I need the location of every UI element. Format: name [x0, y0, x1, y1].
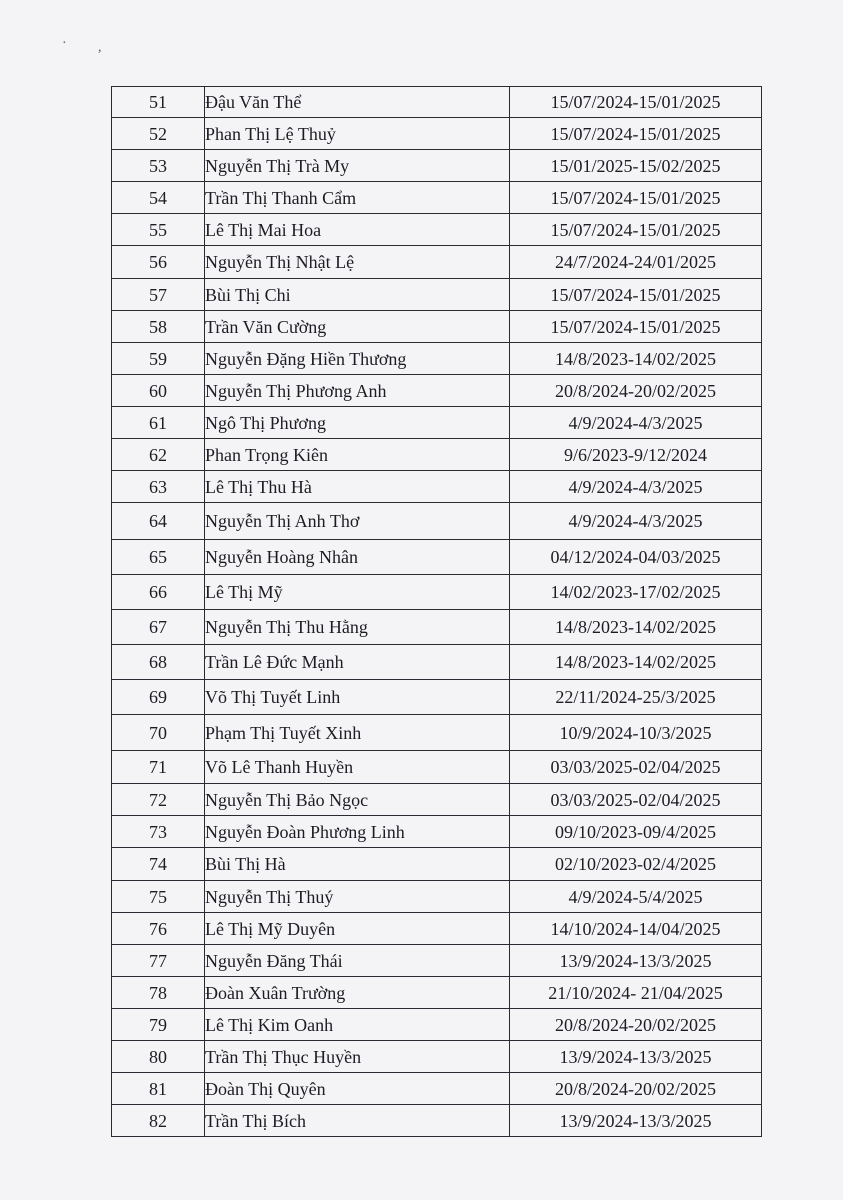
date-range: 02/10/2023-02/4/2025: [510, 848, 762, 881]
table-row: [112, 246, 762, 279]
person-name: Bùi Thị Hà: [205, 848, 510, 881]
date-range: 4/9/2024-4/3/2025: [510, 407, 762, 439]
table-row: [112, 913, 762, 945]
person-name: Lê Thị Mai Hoa: [205, 214, 510, 246]
row-number: 59: [112, 343, 205, 375]
row-number: 69: [112, 680, 205, 715]
roster-table: [111, 86, 762, 1137]
row-number: 55: [112, 214, 205, 246]
row-number: 58: [112, 311, 205, 343]
person-name: Đoàn Thị Quyên: [205, 1073, 510, 1105]
date-range: 03/03/2025-02/04/2025: [510, 751, 762, 784]
date-range: 21/10/2024- 21/04/2025: [510, 977, 762, 1009]
date-range: 09/10/2023-09/4/2025: [510, 816, 762, 848]
date-range: 22/11/2024-25/3/2025: [510, 680, 762, 715]
row-number: 52: [112, 118, 205, 150]
person-name: Đoàn Xuân Trường: [205, 977, 510, 1009]
person-name: Lê Thị Thu Hà: [205, 471, 510, 503]
table-row: [112, 645, 762, 680]
row-number: 53: [112, 150, 205, 182]
person-name: Phan Thị Lệ Thuỷ: [205, 118, 510, 150]
table-row: [112, 1009, 762, 1041]
row-number: 62: [112, 439, 205, 471]
person-name: Nguyễn Hoàng Nhân: [205, 540, 510, 575]
row-number: 78: [112, 977, 205, 1009]
row-number: 54: [112, 182, 205, 214]
date-range: 20/8/2024-20/02/2025: [510, 375, 762, 407]
table-row: [112, 118, 762, 150]
table-row: [112, 343, 762, 375]
date-range: 15/07/2024-15/01/2025: [510, 279, 762, 311]
table-row: [112, 881, 762, 913]
date-range: 14/8/2023-14/02/2025: [510, 610, 762, 645]
table-row: [112, 715, 762, 751]
row-number: 60: [112, 375, 205, 407]
person-name: Võ Lê Thanh Huyền: [205, 751, 510, 784]
date-range: 14/10/2024-14/04/2025: [510, 913, 762, 945]
person-name: Lê Thị Mỹ: [205, 575, 510, 610]
row-number: 75: [112, 881, 205, 913]
date-range: 04/12/2024-04/03/2025: [510, 540, 762, 575]
person-name: Phan Trọng Kiên: [205, 439, 510, 471]
row-number: 72: [112, 784, 205, 816]
person-name: Nguyễn Thị Phương Anh: [205, 375, 510, 407]
person-name: Trần Lê Đức Mạnh: [205, 645, 510, 680]
person-name: Trần Thị Bích: [205, 1105, 510, 1137]
table-row: [112, 540, 762, 575]
table-row: [112, 1041, 762, 1073]
roster-table-body: [112, 87, 762, 1137]
row-number: 70: [112, 715, 205, 751]
row-number: 61: [112, 407, 205, 439]
person-name: Nguyễn Thị Thuý: [205, 881, 510, 913]
person-name: Nguyễn Thị Thu Hằng: [205, 610, 510, 645]
date-range: 15/07/2024-15/01/2025: [510, 311, 762, 343]
date-range: 15/07/2024-15/01/2025: [510, 182, 762, 214]
person-name: Nguyễn Đoàn Phương Linh: [205, 816, 510, 848]
table-row: [112, 375, 762, 407]
table-row: [112, 407, 762, 439]
scan-speck: ·: [62, 36, 67, 51]
person-name: Trần Văn Cường: [205, 311, 510, 343]
date-range: 9/6/2023-9/12/2024: [510, 439, 762, 471]
row-number: 77: [112, 945, 205, 977]
date-range: 13/9/2024-13/3/2025: [510, 945, 762, 977]
date-range: 15/07/2024-15/01/2025: [510, 118, 762, 150]
person-name: Nguyễn Thị Anh Thơ: [205, 503, 510, 540]
row-number: 74: [112, 848, 205, 881]
table-row: [112, 680, 762, 715]
date-range: 24/7/2024-24/01/2025: [510, 246, 762, 279]
table-row: [112, 503, 762, 540]
date-range: 15/07/2024-15/01/2025: [510, 87, 762, 118]
person-name: Phạm Thị Tuyết Xinh: [205, 715, 510, 751]
table-row: [112, 945, 762, 977]
person-name: Võ Thị Tuyết Linh: [205, 680, 510, 715]
person-name: Lê Thị Kim Oanh: [205, 1009, 510, 1041]
date-range: 14/02/2023-17/02/2025: [510, 575, 762, 610]
table-row: [112, 848, 762, 881]
table-row: [112, 439, 762, 471]
row-number: 82: [112, 1105, 205, 1137]
table-row: [112, 311, 762, 343]
table-row: [112, 575, 762, 610]
date-range: 13/9/2024-13/3/2025: [510, 1105, 762, 1137]
row-number: 80: [112, 1041, 205, 1073]
date-range: 20/8/2024-20/02/2025: [510, 1009, 762, 1041]
row-number: 68: [112, 645, 205, 680]
row-number: 57: [112, 279, 205, 311]
person-name: Trần Thị Thanh Cẩm: [205, 182, 510, 214]
date-range: 15/07/2024-15/01/2025: [510, 214, 762, 246]
person-name: Ngô Thị Phương: [205, 407, 510, 439]
table-row: [112, 1105, 762, 1137]
row-number: 71: [112, 751, 205, 784]
table-row: [112, 1073, 762, 1105]
table-row: [112, 87, 762, 118]
date-range: 4/9/2024-4/3/2025: [510, 471, 762, 503]
row-number: 67: [112, 610, 205, 645]
table-row: [112, 182, 762, 214]
date-range: 4/9/2024-5/4/2025: [510, 881, 762, 913]
row-number: 79: [112, 1009, 205, 1041]
date-range: 15/01/2025-15/02/2025: [510, 150, 762, 182]
person-name: Đậu Văn Thể: [205, 87, 510, 118]
date-range: 14/8/2023-14/02/2025: [510, 645, 762, 680]
person-name: Nguyễn Thị Bảo Ngọc: [205, 784, 510, 816]
scan-speck: ,: [98, 40, 102, 55]
row-number: 73: [112, 816, 205, 848]
table-row: [112, 751, 762, 784]
row-number: 63: [112, 471, 205, 503]
row-number: 65: [112, 540, 205, 575]
date-range: 10/9/2024-10/3/2025: [510, 715, 762, 751]
person-name: Nguyễn Thị Nhật Lệ: [205, 246, 510, 279]
person-name: Nguyễn Đặng Hiền Thương: [205, 343, 510, 375]
row-number: 64: [112, 503, 205, 540]
person-name: Nguyễn Đăng Thái: [205, 945, 510, 977]
person-name: Trần Thị Thục Huyền: [205, 1041, 510, 1073]
row-number: 51: [112, 87, 205, 118]
table-row: [112, 610, 762, 645]
person-name: Nguyễn Thị Trà My: [205, 150, 510, 182]
table-row: [112, 977, 762, 1009]
table-row: [112, 471, 762, 503]
table-row: [112, 150, 762, 182]
person-name: Bùi Thị Chi: [205, 279, 510, 311]
row-number: 81: [112, 1073, 205, 1105]
row-number: 66: [112, 575, 205, 610]
row-number: 56: [112, 246, 205, 279]
row-number: 76: [112, 913, 205, 945]
table-row: [112, 279, 762, 311]
table-row: [112, 816, 762, 848]
date-range: 20/8/2024-20/02/2025: [510, 1073, 762, 1105]
person-name: Lê Thị Mỹ Duyên: [205, 913, 510, 945]
date-range: 4/9/2024-4/3/2025: [510, 503, 762, 540]
date-range: 13/9/2024-13/3/2025: [510, 1041, 762, 1073]
date-range: 14/8/2023-14/02/2025: [510, 343, 762, 375]
date-range: 03/03/2025-02/04/2025: [510, 784, 762, 816]
table-row: [112, 214, 762, 246]
table-row: [112, 784, 762, 816]
